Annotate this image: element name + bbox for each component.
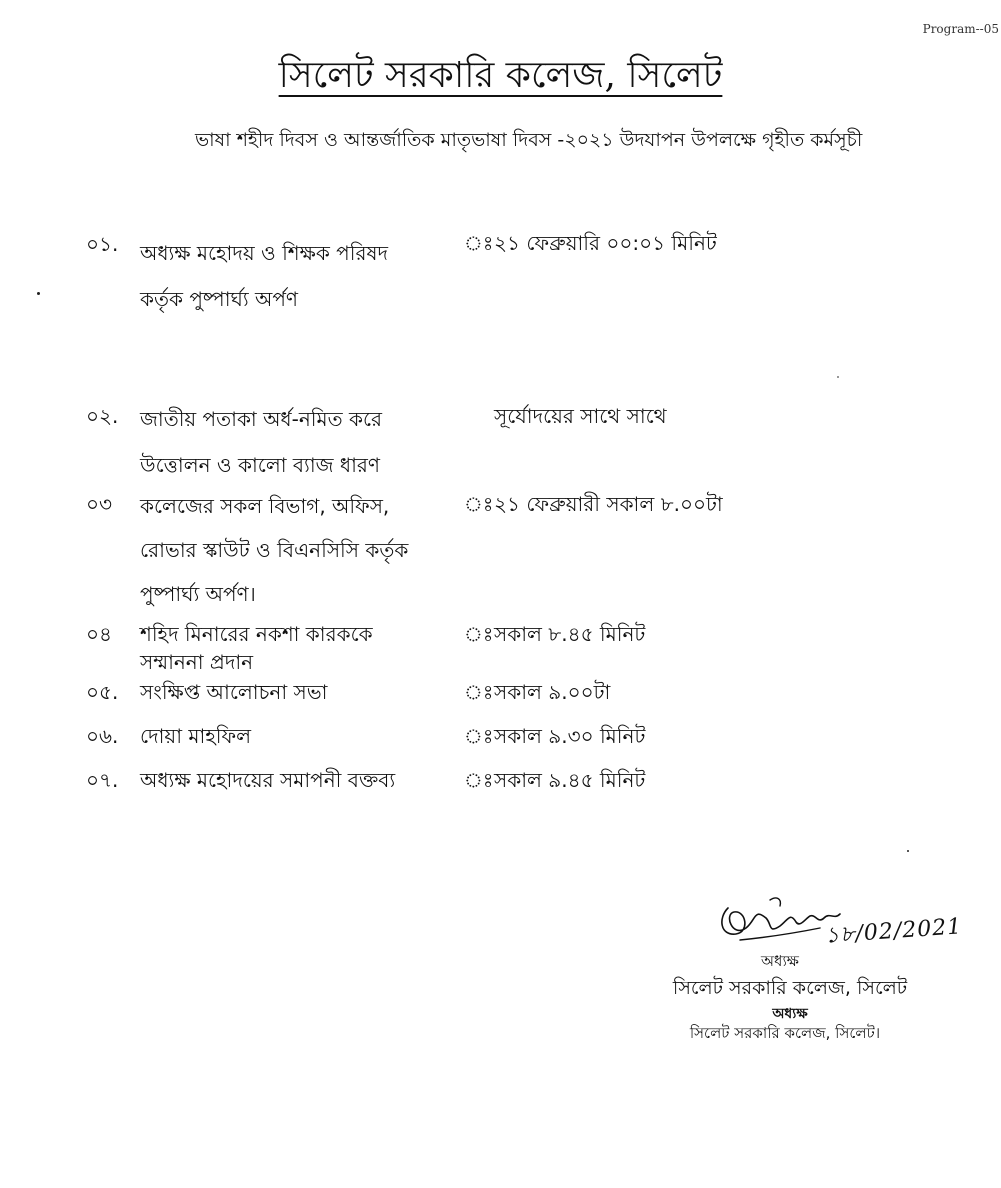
activity-line: শহিদ মিনারের নকশা কারককে: [140, 622, 373, 646]
activity-line: সংক্ষিপ্ত আলোচনা সভা: [140, 680, 328, 704]
row-activity: [140, 620, 440, 676]
activity-line: অধ্যক্ষ মহোদয় ও শিক্ষক পরিষদ: [140, 241, 389, 265]
row-colon: ঃ: [464, 724, 494, 748]
row-time: সকাল ৯.৪৫ মিনিট: [494, 768, 646, 792]
row-number: ০৩: [86, 492, 113, 516]
activity-line: কর্তৃক পুষ্পার্ঘ্য অর্পণ: [140, 287, 298, 311]
row-activity: [140, 766, 440, 794]
stamp-institution: সিলেট সরকারি কলেজ, সিলেট।: [689, 1024, 881, 1042]
activity-line: কলেজের সকল বিভাগ, অফিস,: [140, 494, 390, 518]
row-colon: ঃ: [464, 768, 494, 792]
activity-line: পুষ্পার্ঘ্য অর্পণ।: [140, 582, 256, 606]
row-time: সূর্যোদয়ের সাথে সাথে: [494, 404, 667, 428]
activity-line: রোভার স্কাউট ও বিএনসিসি কর্তৃক: [140, 538, 409, 562]
page-title: [0, 52, 1001, 100]
signature-block: [640, 880, 980, 1060]
signature-date: ১৮/02/2021: [824, 914, 963, 949]
signature-institution: সিলেট সরকারি কলেজ, সিলেট: [672, 977, 908, 999]
row-activity: [140, 484, 440, 616]
row-time: সকাল ৮.৪৫ মিনিট: [494, 622, 646, 646]
scan-speck: [907, 850, 909, 852]
signature-designation: অধ্যক্ষ: [761, 952, 799, 970]
activity-line: উত্তোলন ও কালো ব্যাজ ধারণ: [140, 453, 380, 477]
title-text: সিলেট সরকারি কলেজ, সিলেট: [278, 55, 723, 96]
row-number: ০২.: [86, 404, 119, 428]
row-colon: ঃ: [464, 622, 494, 646]
row-time: সকাল ৯.৩০ মিনিট: [494, 724, 646, 748]
activity-line: জাতীয় পতাকা অর্ধ-নমিত করে: [140, 407, 382, 431]
row-time: ২১ ফেব্রুয়ারী সকাল ৮.০০টা: [494, 492, 723, 516]
row-activity: [140, 678, 440, 706]
row-colon: ঃ: [464, 492, 494, 516]
row-time: ২১ ফেব্রুয়ারি ০০:০১ মিনিট: [494, 231, 717, 255]
scan-speck: [37, 292, 40, 295]
row-colon: ঃ: [464, 231, 494, 255]
scan-speck: [837, 376, 839, 378]
row-number: ০৭.: [86, 768, 119, 792]
program-code: Program--05: [922, 22, 999, 36]
row-number: ০৫.: [86, 680, 119, 704]
page-subtitle: ভাষা শহীদ দিবস ও আন্তর্জাতিক মাতৃভাষা দিবস -২০২১ উদযাপন উপলক্ষে গৃহীত কর্মসূচী: [195, 129, 863, 151]
row-activity: [140, 396, 440, 488]
activity-line: অধ্যক্ষ মহোদয়ের সমাপনী বক্তব্য: [140, 768, 396, 792]
row-activity: [140, 230, 440, 322]
row-number: ০৬.: [86, 724, 119, 748]
row-number: ০১.: [86, 232, 119, 256]
row-colon: ঃ: [464, 680, 494, 704]
row-time: সকাল ৯.০০টা: [494, 680, 611, 704]
stamp-designation: অধ্যক্ষ: [772, 1006, 808, 1022]
row-activity: [140, 722, 440, 750]
activity-line: সম্মাননা প্রদান: [140, 650, 254, 674]
activity-line: দোয়া মাহফিল: [140, 724, 252, 748]
row-number: ০৪: [86, 622, 112, 646]
